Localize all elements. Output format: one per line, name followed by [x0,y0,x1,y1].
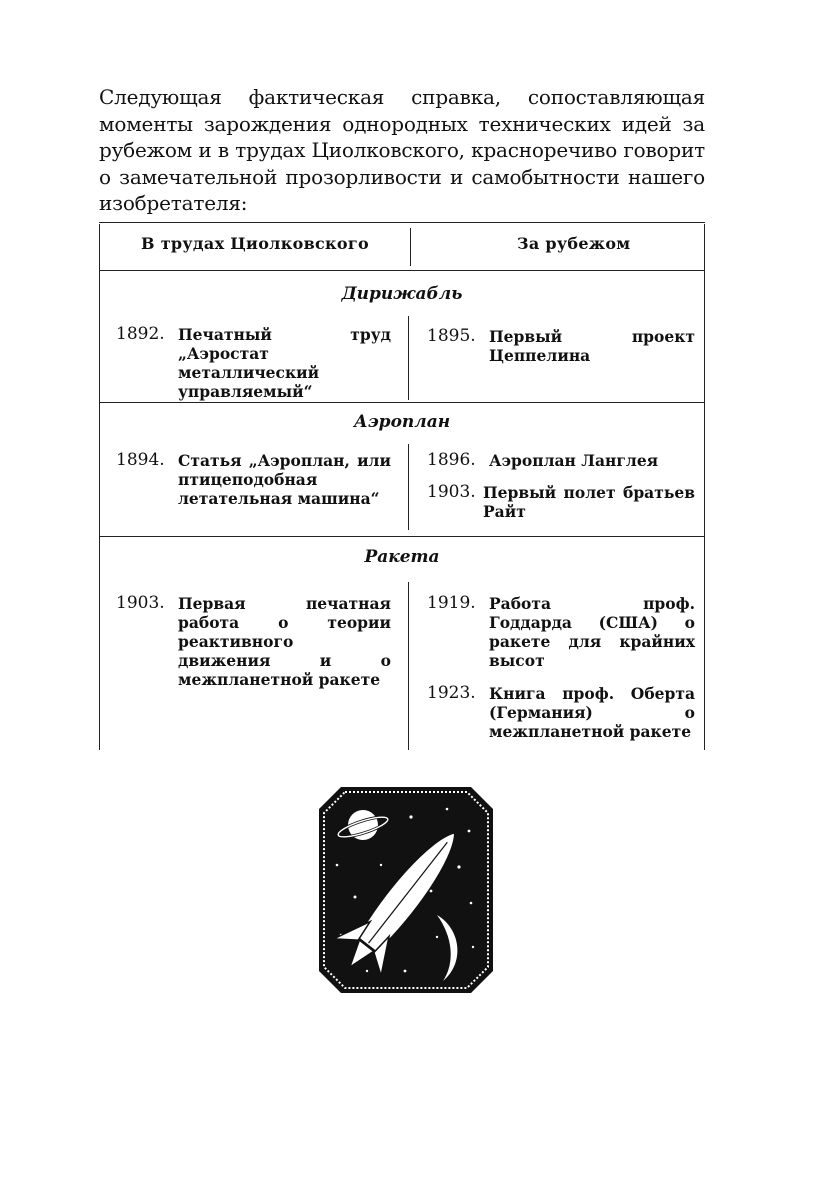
column-divider-2 [408,444,409,530]
intro-paragraph: Следующая фактическая справка, сопоставляющая моменты зарождения однородных технических идей за рубежом и в трудах Циолковского, красноречиво говорит о замечательной прозорливости и самобытности нашего изобретателя: [99,85,705,215]
table-top-rule [99,222,705,223]
header-right: За рубежом [517,234,631,253]
column-divider-3 [408,582,409,750]
section-rule-2 [99,536,705,537]
header-divider [410,228,411,266]
section-title-airship: Дирижабль [341,284,463,304]
section-rule-1 [99,402,705,403]
rocket-emblem-icon [319,787,493,993]
comparison-table: В трудах Циолковского За рубежом Дирижабль 1892. Печатный труд „Аэростат металлический управляемый“ 1895. Первый проект Цеппелина Аэроплан 1894. Статья „Аэроплан, или птицеподобная летательная машина“ 1896. Аэроплан Ланглея 1903. Первый полет братьев Райт Ракета 1903. Первая печатная работа о теории реактивного движения и о межпланетной ракете 1919. Работа проф. Годдарда (США) о ракете для крайних высот 1923. Книга проф. Оберта (Германия) о межпланетной ракете [99,224,705,750]
column-divider-1 [408,316,409,400]
section-title-airplane: Аэроплан [353,412,451,432]
section-title-rocket: Ракета [364,547,440,567]
header-left: В трудах Циолковского [141,234,369,253]
header-rule [99,270,705,271]
